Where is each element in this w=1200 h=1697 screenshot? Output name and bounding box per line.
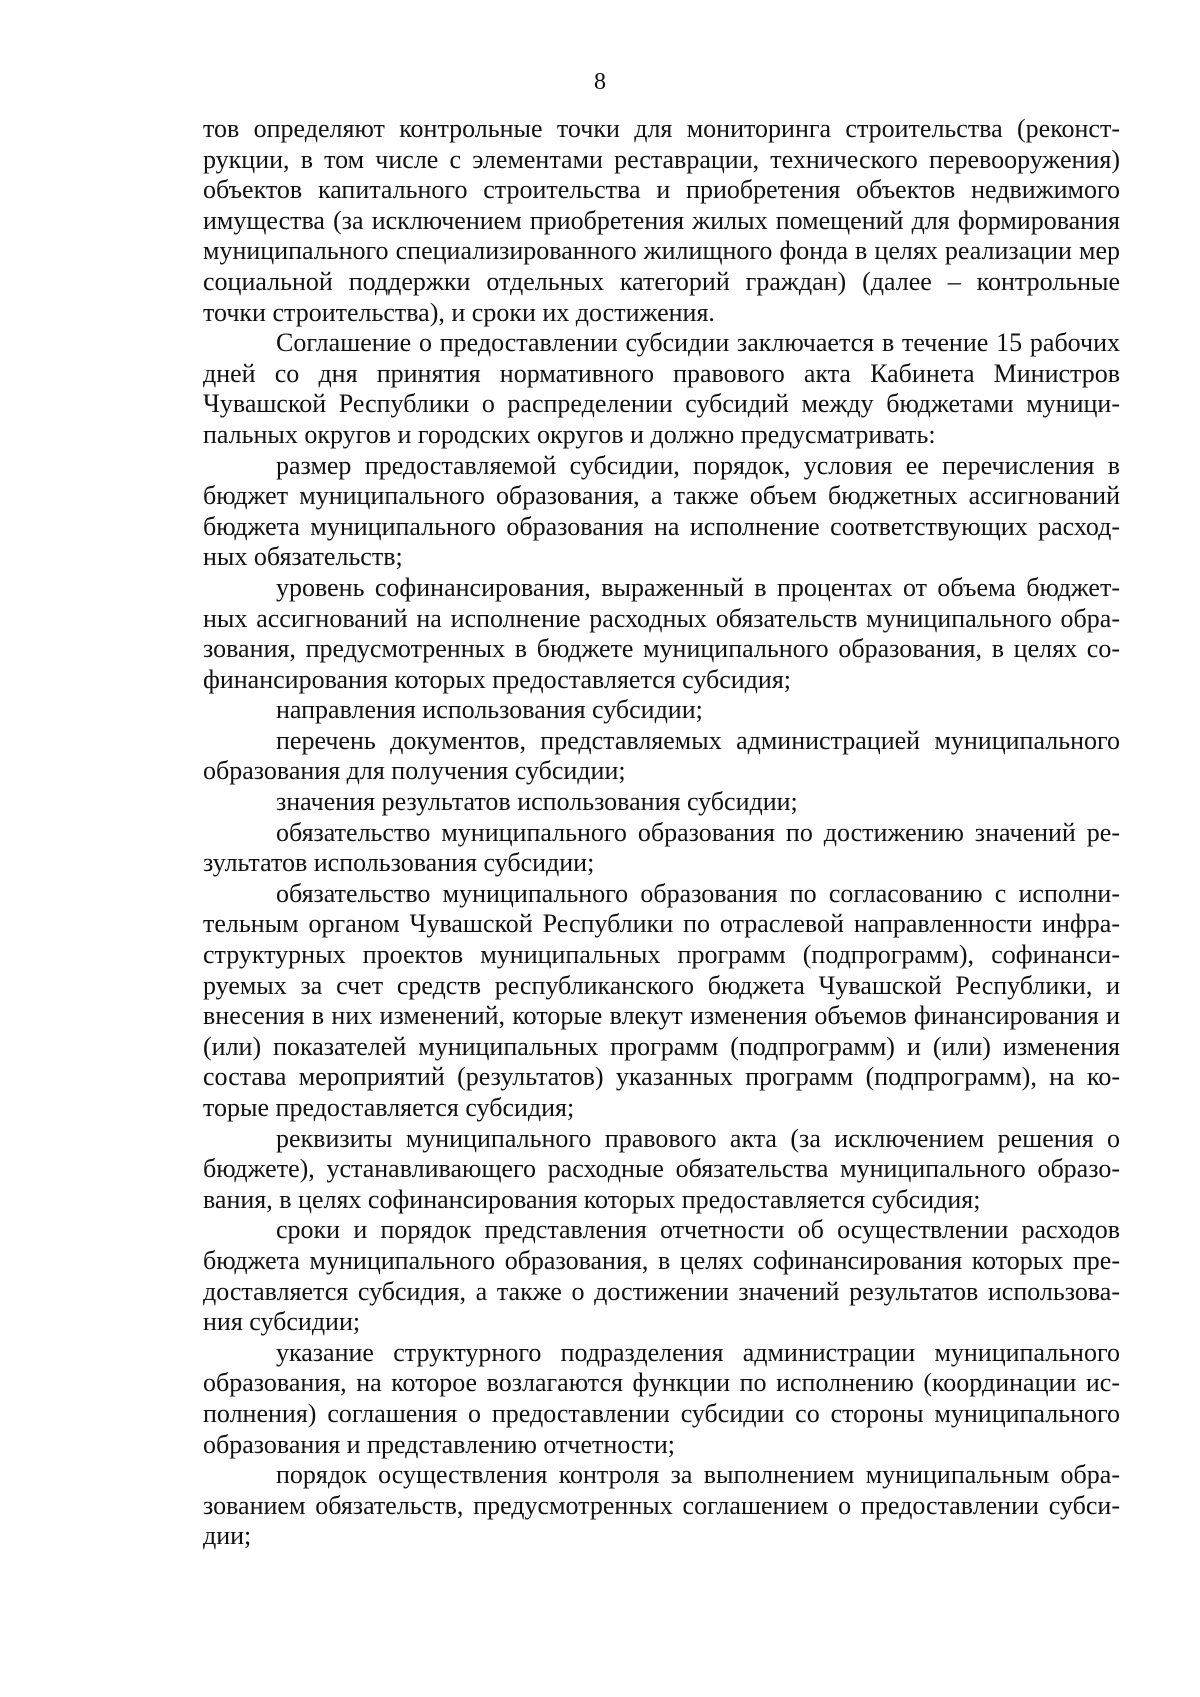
document-body — [203, 114, 1120, 1552]
paragraph-continuation: тов определяют контрольные точки для мониторинга строительства (реконструкции, в том числе с элементами реставрации, технического перевооружения) объектов капитального строительства и приобретения объектов недвижимого имущества (за исключением приобретения жилых помещений для формирования муниципального специализированного жилищного фонда в целях реализации мер социальной поддержки отдельных категорий граждан) (далее – контрольные точки строительства), и сроки их достижения. — [203, 114, 1120, 327]
paragraph-agreement-terms: Соглашение о предоставлении субсидии заключается в течение 15 рабочих дней со дня принятия нормативного правового акта Кабинета Министров Чувашской Республики о распределении субсидий между бюджетами муниципальных округов и городских округов и должно предусматривать: — [203, 328, 1120, 449]
paragraph-reporting: сроки и порядок представления отчетности об осуществлении расходов бюджета муниципального образования, в целях софинансирования которых предоставляется субсидия, а также о достижении значений результатов использования субсидии; — [203, 1215, 1120, 1337]
paragraph-subsidy-amount: размер предоставляемой субсидии, порядок, условия ее перечисления в бюджет муниципального образования, а также объем бюджетных ассигнований бюджета муниципального образования на исполнение соответствующих расходных обязательств; — [203, 450, 1120, 572]
paragraph-coordination-obligation: обязательство муниципального образования по согласованию с исполнительным органом Чувашской Республики по отраслевой направленности инфраструктурных проектов муниципальных программ (подпрограмм), софинансируемых за счет средств республиканского бюджета Чувашской Республики, и внесения в них изменений, которые влекут изменения объемов финансирования и (или) показателей муниципальных программ (подпрограмм) и (или) изменения состава мероприятий (результатов) указанных программ (подпрограмм), на которые предоставляется субсидия; — [203, 878, 1120, 1122]
paragraph-result-values: значения результатов использования субсидии; — [276, 787, 798, 817]
paragraph-results-obligation: обязательство муниципального образования по достижению значений результатов использования субсидии; — [203, 817, 1120, 878]
paragraph-usage-directions: направления использования субсидии; — [276, 695, 703, 725]
paragraph-documents-list: перечень документов, представляемых администрацией муниципального образования для получения субсидии; — [203, 725, 1120, 786]
paragraph-control-procedure: порядок осуществления контроля за выполнением муниципальным образованием обязательств, предусмотренных соглашением о предоставлении субсидии; — [203, 1460, 1120, 1551]
paragraph-cofinancing-level: уровень софинансирования, выраженный в процентах от объема бюджетных ассигнований на исполнение расходных обязательств муниципального образования, предусмотренных в бюджете муниципального образования, в целях софинансирования которых предоставляется субсидия; — [203, 572, 1120, 694]
paragraph-legal-act-details: реквизиты муниципального правового акта (за исключением решения о бюджете), устанавливающего расходные обязательства муниципального образования, в целях софинансирования которых предоставляется субсидия; — [203, 1123, 1120, 1214]
paragraph-responsible-unit: указание структурного подразделения администрации муниципального образования, на которое возлагаются функции по исполнению (координации исполнения) соглашения о предоставлении субсидии со стороны муниципального образования и представлению отчетности; — [203, 1337, 1120, 1459]
page-number: 8 — [594, 69, 606, 95]
